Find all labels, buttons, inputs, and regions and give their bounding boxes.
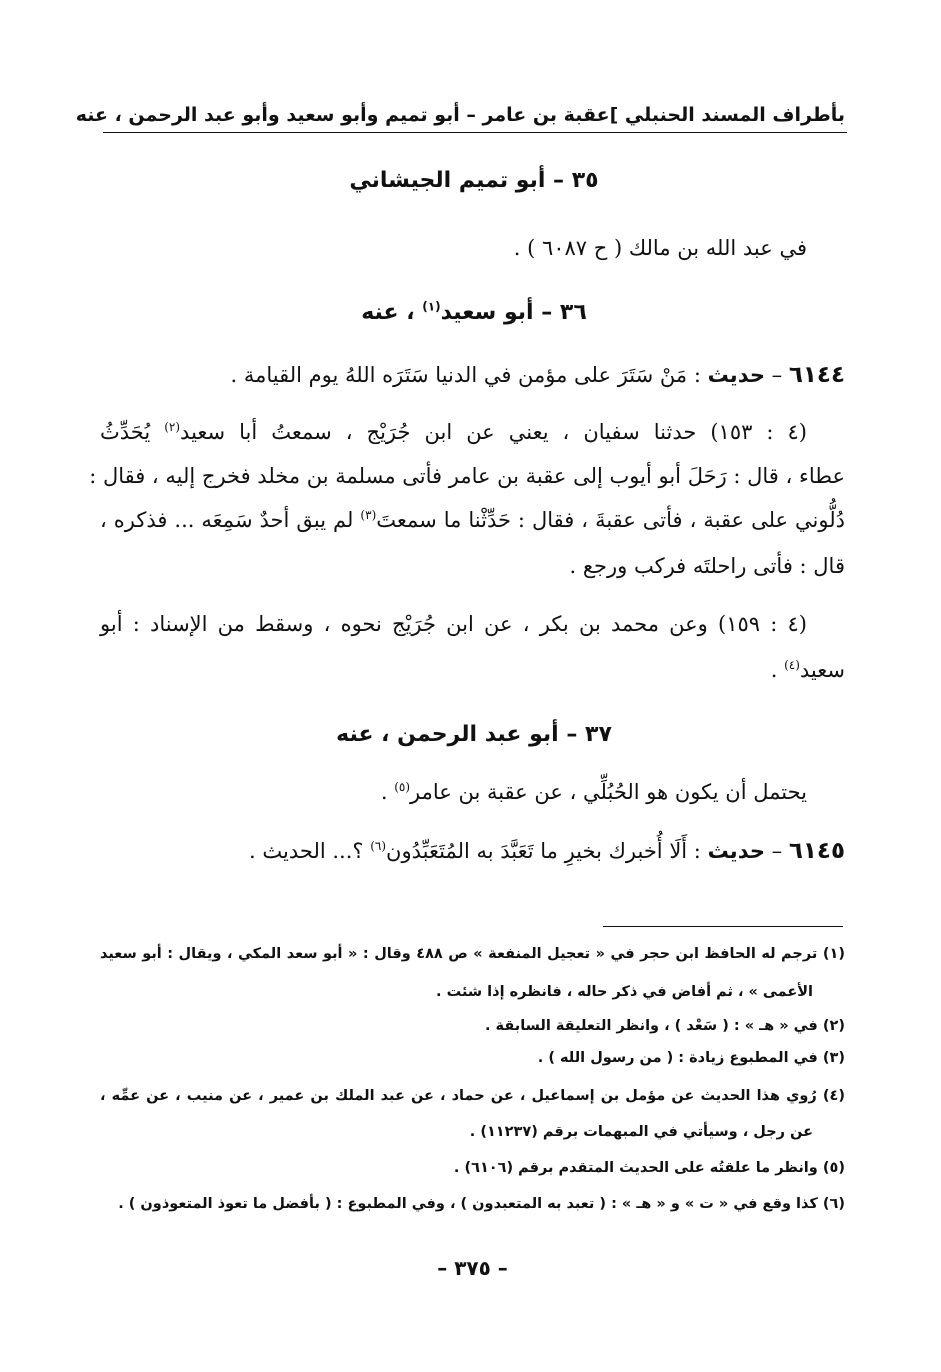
hadith-text: ؟... الحديث . bbox=[249, 839, 364, 863]
hadith-6145: ٦١٤٥ – حديث : أَلَا أُخبرك بخيرِ ما تَعَبَّدَ به المُتَعَبِّدُون$^{(٦)}$ ؟... الحديث . bbox=[249, 838, 845, 864]
footnote-text: في « هـ » : ( سَعْد ) ، وانظر التعليقة السابقة . bbox=[484, 1018, 818, 1034]
narration-line bbox=[100, 658, 845, 682]
footnote-rule bbox=[603, 926, 843, 927]
page-number: – ٣٧٥ – bbox=[437, 1256, 508, 1280]
hadith-label: حديث bbox=[707, 839, 765, 863]
footnote-ref: (٦) bbox=[370, 839, 387, 853]
hadith-6144: ٦١٤٤ – حديث : مَنْ سَتَرَ على مؤمن في الدنيا سَتَرَه اللهُ يوم القيامة . bbox=[230, 362, 845, 388]
section-35-text: في عبد الله بن مالك ( ح ٦٠٨٧ ) . bbox=[513, 236, 807, 260]
section-number: ٣٥ bbox=[571, 168, 599, 193]
footnote-ref: (٣) bbox=[360, 508, 377, 522]
section-37-text bbox=[100, 780, 845, 804]
narration-text: لم يبق أحدٌ سَمِعَه ... فذكره ، bbox=[100, 508, 354, 532]
narration-line bbox=[100, 420, 845, 444]
footnote-3 bbox=[100, 1050, 845, 1066]
section-title-suffix: ، عنه bbox=[361, 300, 415, 325]
footnote-text: كذا وقع في « ت » و « هـ » : ( تعبد به المتعبدون ) ، وفي المطبوع : ( بأفضل ما تعوذ المتعوذون ) . bbox=[118, 1196, 818, 1212]
narration-text: يُحَدِّثُ bbox=[100, 420, 151, 444]
section-heading-35: ٣٥ – أبو تميم الجيشاني bbox=[349, 168, 599, 193]
header-book-title: بأطراف المسند الحنبلي ] bbox=[609, 104, 845, 126]
footnote-number: (٢) bbox=[822, 1018, 845, 1034]
narration-line: قال : فأتى راحلتَه فركب ورجع . bbox=[569, 554, 845, 578]
footnote-number: (٦) bbox=[822, 1196, 845, 1212]
footnote-5 bbox=[100, 1160, 845, 1176]
footnote-ref: (٤) bbox=[784, 658, 800, 672]
footnote-number: (٣) bbox=[822, 1050, 845, 1066]
narration-line: (٤ : ١٥٩) وعن محمد بن بكر ، عن ابن جُرَيْج نحوه ، وسقط من الإسناد : أبو bbox=[100, 612, 807, 636]
header-rule bbox=[103, 132, 847, 133]
section-title: أبو تميم الجيشاني bbox=[349, 168, 546, 193]
footnote-ref: (٢) bbox=[164, 420, 181, 434]
narration-text: دُلُّوني على عقبة ، فأتى عقبةَ ، فقال : حَدِّثْنا ما سمعتَ bbox=[376, 508, 845, 532]
hadith-number: ٦١٤٥ bbox=[788, 838, 845, 864]
narration-text: (٤ : ١٥٣) حدثنا سفيان ، يعني عن ابن جُرَيْج ، سمعتُ أبا سعيد bbox=[180, 420, 807, 444]
section-heading-36: ٣٦ – أبو سعيد$^{(١)}$ ، عنه bbox=[361, 299, 587, 325]
footnote-1 bbox=[100, 946, 845, 962]
section-text: . bbox=[380, 780, 388, 804]
section-text: يحتمل أن يكون هو الحُبُلِّي ، عن عقبة بن عامر bbox=[410, 780, 807, 804]
hadith-number: ٦١٤٤ bbox=[788, 362, 845, 388]
footnote-text: ترجم له الحافظ ابن حجر في « تعجيل المنفعة » ص ٤٨٨ وقال : « أبو سعد المكي ، ويقال : أبو سعيد bbox=[100, 946, 818, 962]
footnote-ref: (١) bbox=[422, 299, 441, 314]
narration-text: . bbox=[770, 658, 778, 682]
section-number: ٣٦ bbox=[559, 300, 587, 325]
section-heading-37: ٣٧ – أبو عبد الرحمن ، عنه bbox=[336, 722, 612, 747]
section-title: أبو سعيد bbox=[440, 300, 534, 325]
narration-line: عطاء ، قال : رَحَلَ أبو أيوب إلى عقبة بن عامر فأتى مسلمة بن مخلد فخرج إليه ، فقال : bbox=[89, 464, 845, 488]
footnote-ref: (٥) bbox=[394, 780, 411, 794]
footnote-4 bbox=[100, 1088, 845, 1104]
footnote-4-cont: عن رجل ، وسيأتي في المبهمات برقم (١١٢٣٧) . bbox=[469, 1124, 813, 1140]
hadith-text: : مَنْ سَتَرَ على مؤمن في الدنيا سَتَرَه اللهُ يوم القيامة . bbox=[230, 363, 701, 387]
footnote-2 bbox=[100, 1018, 845, 1034]
hadith-label: حديث bbox=[707, 363, 765, 387]
narration-line bbox=[100, 508, 845, 532]
section-title: أبو عبد الرحمن ، عنه bbox=[336, 722, 559, 747]
footnote-6 bbox=[100, 1196, 845, 1212]
running-header bbox=[75, 98, 845, 132]
footnote-1-cont: الأعمى » ، ثم أفاض في ذكر حاله ، فانظره إذا شئت . bbox=[436, 984, 813, 1000]
header-chapter-title: عقبة بن عامر – أبو تميم وأبو سعيد وأبو عبد الرحمن ، عنه bbox=[75, 104, 610, 126]
footnote-text: وانظر ما علقتُه على الحديث المتقدم برقم (٦١٠٦) . bbox=[453, 1160, 818, 1176]
footnote-number: (٥) bbox=[822, 1160, 845, 1176]
section-number: ٣٧ bbox=[585, 722, 612, 747]
footnote-number: (٤) bbox=[822, 1088, 845, 1104]
hadith-text: : أَلَا أُخبرك بخيرِ ما تَعَبَّدَ به المُتَعَبِّدُون bbox=[386, 839, 701, 863]
footnote-text: رُوي هذا الحديث عن مؤمل بن إسماعيل ، عن حماد ، عن عبد الملك بن عمير ، عن منيب ، عن عمِّه ، bbox=[100, 1088, 817, 1104]
narration-text: سعيد bbox=[799, 658, 845, 682]
footnote-number: (١) bbox=[822, 946, 845, 962]
footnote-text: في المطبوع زيادة : ( من رسول الله ) . bbox=[537, 1050, 818, 1066]
